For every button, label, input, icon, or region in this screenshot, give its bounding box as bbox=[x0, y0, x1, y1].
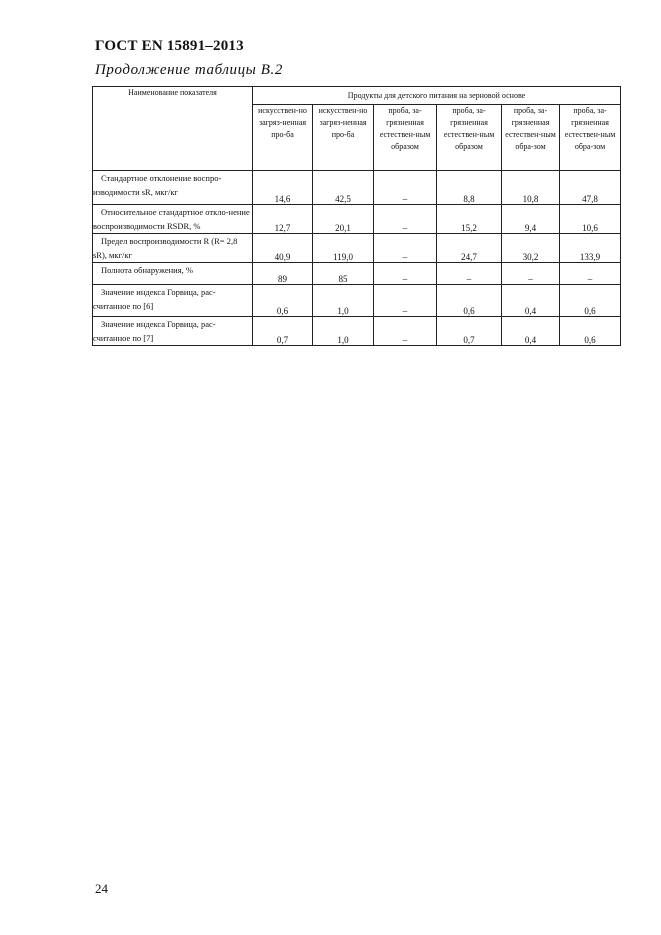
table-cell: – bbox=[374, 205, 437, 234]
row-label: Значение индекса Горвица, рас-считанное по [7] bbox=[93, 317, 253, 346]
table-cell: 12,7 bbox=[253, 205, 313, 234]
table-row bbox=[93, 263, 621, 285]
table-cell: 0,6 bbox=[437, 285, 502, 317]
table-cell: 0,7 bbox=[253, 317, 313, 346]
table-cell: 20,1 bbox=[313, 205, 374, 234]
table-cell: 24,7 bbox=[437, 234, 502, 263]
table-cell: 40,9 bbox=[253, 234, 313, 263]
column-header: проба, за-грязненная естествен-ным образом bbox=[437, 105, 502, 171]
column-header: искусствен-но загряз-ненная про-ба bbox=[253, 105, 313, 171]
row-label: Стандартное отклонение воспро-изводимости sR, мкг/кг bbox=[93, 171, 253, 205]
table-continuation-caption: Продолжение таблицы В.2 bbox=[95, 62, 283, 78]
table-cell: 0,4 bbox=[502, 317, 560, 346]
table-cell: 15,2 bbox=[437, 205, 502, 234]
table-cell: – bbox=[374, 285, 437, 317]
row-label: Полнота обнаружения, % bbox=[93, 263, 253, 285]
table-cell: – bbox=[374, 171, 437, 205]
row-label: Относительное стандартное откло-нение воспроизводимости RSDR, % bbox=[93, 205, 253, 234]
table-row bbox=[93, 317, 621, 346]
table-cell: – bbox=[502, 263, 560, 285]
column-header: проба, за-грязненная естествен-ным обра-зом bbox=[502, 105, 560, 171]
table-cell: 30,2 bbox=[502, 234, 560, 263]
table-cell: 42,5 bbox=[313, 171, 374, 205]
page-number: 24 bbox=[95, 881, 108, 896]
table-cell: 47,8 bbox=[560, 171, 621, 205]
table-row bbox=[93, 171, 621, 205]
table-cell: 9,4 bbox=[502, 205, 560, 234]
column-header: проба, за-грязненная естествен-ным образом bbox=[374, 105, 437, 171]
indicator-name-header: Наименование показателя bbox=[93, 87, 253, 171]
table-cell: – bbox=[560, 263, 621, 285]
table-cell: 14,6 bbox=[253, 171, 313, 205]
row-label: Предел воспроизводимости R (R= 2,8 sR), мкг/кг bbox=[93, 234, 253, 263]
column-header: искусствен-но загряз-ненная про-ба bbox=[313, 105, 374, 171]
table-cell: 8,8 bbox=[437, 171, 502, 205]
table-cell: 0,6 bbox=[253, 285, 313, 317]
data-table bbox=[92, 86, 621, 346]
table-cell: 0,4 bbox=[502, 285, 560, 317]
table-cell: 0,6 bbox=[560, 285, 621, 317]
table-cell: 0,6 bbox=[560, 317, 621, 346]
table-cell: – bbox=[374, 263, 437, 285]
table-cell: 10,8 bbox=[502, 171, 560, 205]
table-cell: 10,6 bbox=[560, 205, 621, 234]
table-row bbox=[93, 234, 621, 263]
table-row bbox=[93, 205, 621, 234]
table-cell: 119,0 bbox=[313, 234, 374, 263]
table-cell: 85 bbox=[313, 263, 374, 285]
table-row bbox=[93, 285, 621, 317]
table-cell: 0,7 bbox=[437, 317, 502, 346]
table-cell: 133,9 bbox=[560, 234, 621, 263]
row-label: Значение индекса Горвица, рас-считанное по [6] bbox=[93, 285, 253, 317]
table-cell: – bbox=[374, 317, 437, 346]
product-group-header: Продукты для детского питания на зерновой основе bbox=[253, 87, 621, 105]
table-cell: – bbox=[437, 263, 502, 285]
table-cell: 89 bbox=[253, 263, 313, 285]
table-cell: – bbox=[374, 234, 437, 263]
table-cell: 1,0 bbox=[313, 317, 374, 346]
table-cell: 1,0 bbox=[313, 285, 374, 317]
column-header: проба, за-грязненная естествен-ным обра-зом bbox=[560, 105, 621, 171]
document-code: ГОСТ EN 15891–2013 bbox=[95, 38, 244, 54]
